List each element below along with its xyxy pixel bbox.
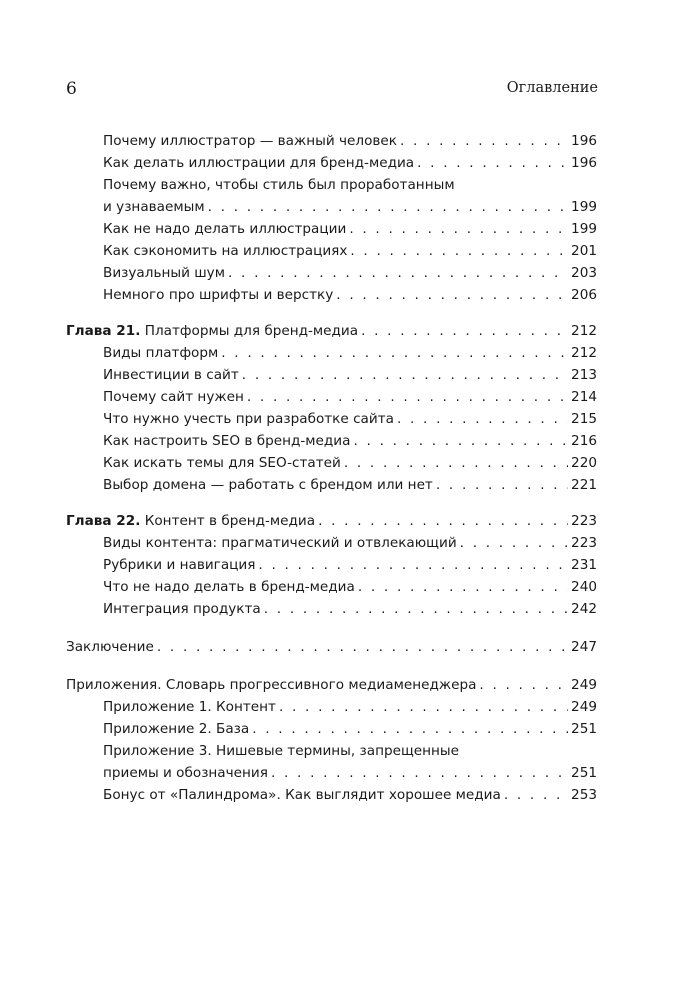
toc-entry-page: 251	[571, 721, 597, 737]
toc-entry-title-line1: Почему важно, чтобы стиль был проработанным	[103, 177, 455, 193]
toc-entry-how-to-make-illustrations[interactable]	[66, 152, 597, 174]
chapter-label: Глава 22.	[66, 513, 141, 529]
toc-entry-title: Немного про шрифты и верстку	[103, 287, 334, 303]
toc-entry-title: Как искать темы для SEO-статей	[103, 455, 341, 471]
toc-entry-title: Что нужно учесть при разработке сайта	[103, 411, 394, 427]
toc-entry-title: Визуальный шум	[103, 265, 225, 281]
toc-entry-page: 221	[571, 477, 597, 493]
toc-entry-title: Как сэкономить на иллюстрациях	[103, 243, 348, 259]
toc-entry-page: 203	[571, 265, 597, 281]
toc-entry-page: 223	[571, 513, 597, 529]
toc-entry-title: и узнаваемым	[103, 199, 205, 215]
toc-entry-domain-choice[interactable]	[66, 474, 597, 496]
toc-entry-title: Приложения. Словарь прогрессивного медиаменеджера	[66, 677, 477, 693]
toc-entry-page: 212	[571, 323, 597, 339]
toc-entry-title: Инвестиции в сайт	[103, 367, 239, 383]
toc-chapter-21[interactable]	[66, 320, 597, 342]
toc-entry-page: 212	[571, 345, 597, 361]
chapter-title: Платформы для бренд-медиа	[144, 323, 359, 339]
toc-entry-title: Виды платформ	[103, 345, 219, 361]
toc-entry-appendix-1[interactable]	[66, 696, 597, 718]
toc-entry-site-investment[interactable]	[66, 364, 597, 386]
toc-entry-title: Рубрики и навигация	[103, 557, 256, 573]
toc-entry-title: Что не надо делать в бренд-медиа	[103, 579, 355, 595]
toc-entry-illustrator-important[interactable]	[66, 130, 597, 152]
toc-entry-title: Заключение	[66, 639, 154, 655]
chapter-title: Контент в бренд-медиа	[144, 513, 316, 529]
toc-entry-page: 201	[571, 243, 597, 259]
page-number: 6	[66, 79, 77, 99]
toc-entry-page: 216	[571, 433, 597, 449]
toc-entry-page: 214	[571, 389, 597, 405]
toc-entry-why-site-needed[interactable]	[66, 386, 597, 408]
toc-entry-page: 196	[571, 155, 597, 171]
toc-chapter-22[interactable]	[66, 510, 597, 532]
toc-entry-page: 231	[571, 557, 597, 573]
toc-appendices[interactable]	[66, 674, 597, 696]
toc-entry-content-types[interactable]	[66, 532, 597, 554]
toc-entry-page: 240	[571, 579, 597, 595]
toc-entry-site-development[interactable]	[66, 408, 597, 430]
toc-entry-title: Интеграция продукта	[103, 601, 261, 617]
toc-entry-title: Бонус от «Палиндрома». Как выглядит хорошее медиа	[103, 787, 501, 803]
toc-entry-bonus-palindrome[interactable]	[66, 784, 597, 806]
toc-entry-title: Почему иллюстратор — важный человек	[103, 133, 398, 149]
toc-entry-page: 223	[571, 535, 597, 551]
toc-entry-title: Как не надо делать иллюстрации	[103, 221, 347, 237]
toc-entry-title-line1: Приложение 3. Нишевые термины, запрещенные	[103, 743, 460, 759]
toc-entry-page: 249	[571, 677, 597, 693]
toc-entry-page: 215	[571, 411, 597, 427]
toc-entry-page: 199	[571, 199, 597, 215]
toc-entry-title: Выбор домена — работать с брендом или нет	[103, 477, 433, 493]
toc-entry-how-not-to-illustrate[interactable]	[66, 218, 597, 240]
toc-entry-title: Как настроить SEO в бренд-медиа	[103, 433, 351, 449]
toc-conclusion[interactable]	[66, 636, 597, 658]
page-header	[0, 79, 682, 103]
toc-entry-title: Как делать иллюстрации для бренд-медиа	[103, 155, 415, 171]
toc-entry-page: 249	[571, 699, 597, 715]
toc-entry-page: 206	[571, 287, 597, 303]
toc-entry-page: 220	[571, 455, 597, 471]
toc-entry-page: 247	[571, 639, 597, 655]
toc-entry-page: 253	[571, 787, 597, 803]
toc-entry-style-recognizable[interactable]	[66, 174, 597, 218]
toc-entry-appendix-3[interactable]	[66, 740, 597, 784]
toc-entry-title: Почему сайт нужен	[103, 389, 244, 405]
toc-entry-seo-topics[interactable]	[66, 452, 597, 474]
toc-entry-what-not-to-do[interactable]	[66, 576, 597, 598]
toc-entry-page: 196	[571, 133, 597, 149]
toc-entry-page: 199	[571, 221, 597, 237]
table-of-contents	[66, 130, 597, 806]
toc-entry-setup-seo[interactable]	[66, 430, 597, 452]
toc-entry-page: 251	[571, 765, 597, 781]
toc-entry-page: 242	[571, 601, 597, 617]
toc-entry-title: Приложение 1. Контент	[103, 699, 276, 715]
toc-entry-fonts-and-layout[interactable]	[66, 284, 597, 306]
running-title: Оглавление	[506, 80, 598, 96]
toc-entry-title: приемы и обозначения	[103, 765, 268, 781]
toc-entry-product-integration[interactable]	[66, 598, 597, 620]
toc-entry-page: 213	[571, 367, 597, 383]
chapter-label: Глава 21.	[66, 323, 141, 339]
toc-entry-title: Виды контента: прагматический и отвлекающий	[103, 535, 457, 551]
toc-entry-visual-noise[interactable]	[66, 262, 597, 284]
toc-entry-save-on-illustrations[interactable]	[66, 240, 597, 262]
toc-entry-platform-types[interactable]	[66, 342, 597, 364]
toc-entry-rubrics-navigation[interactable]	[66, 554, 597, 576]
toc-entry-title: Приложение 2. База	[103, 721, 250, 737]
toc-entry-appendix-2[interactable]	[66, 718, 597, 740]
